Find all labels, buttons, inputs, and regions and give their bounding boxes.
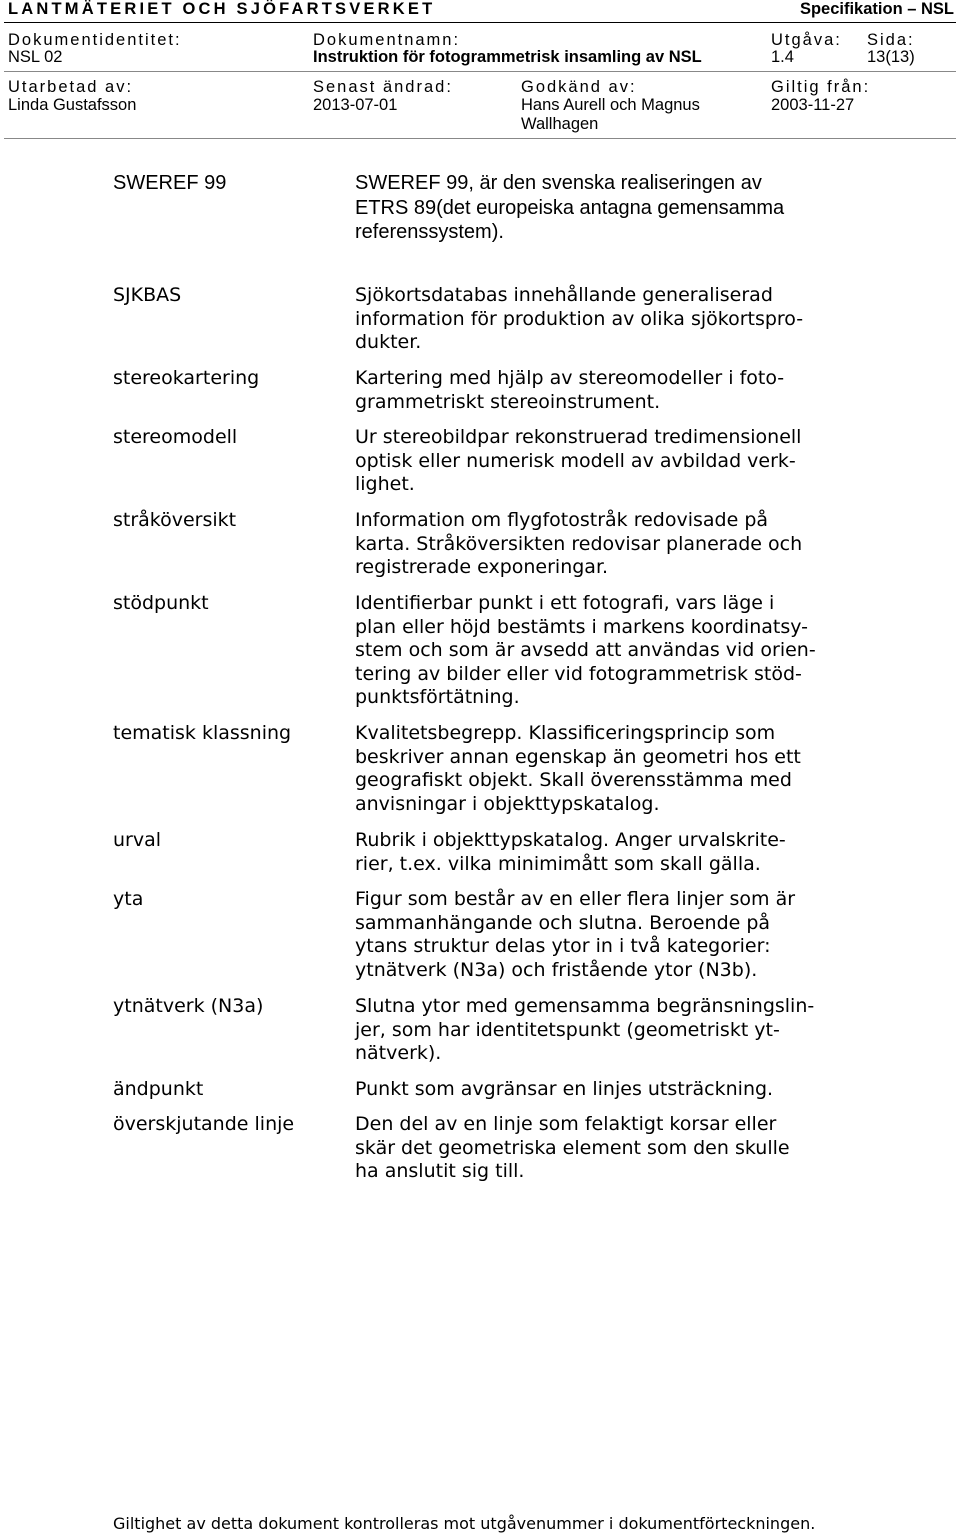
header-rule-middle	[4, 71, 956, 72]
dok-id-label: Dokumentidentitet:	[8, 31, 182, 49]
glossary-definition: Den del av en linje som felaktigt korsar eller skär det geometriska element som den skulle ha anslutit sig till.	[355, 1113, 790, 1182]
glossary-term: SJKBAS	[113, 284, 182, 306]
glossary-definition: Sjökortsdatabas innehållande generaliserad information för produktion av olika sjökortspro- dukter.	[355, 284, 804, 353]
glossary-definition: Identifierbar punkt i ett fotografi, vars läge i plan eller höjd bestämts i markens koordinatsy- stem och som är avsedd att användas vid orien- tering av bilder eller vid fotogrammetrisk stöd- punktsförtätning.	[355, 592, 816, 708]
glossary-term: stereomodell	[113, 426, 238, 448]
header-rule-bottom	[4, 138, 956, 139]
glossary-definition: Information om flygfotostråk redovisade på karta. Stråköversikten redovisar planerade och registrerade exponeringar.	[355, 509, 803, 578]
glossary-definition: Punkt som avgränsar en linjes utsträckning.	[355, 1078, 774, 1100]
godkand-label: Godkänd av:	[521, 78, 637, 96]
glossary-definition: Kvalitetsbegrepp. Klassificeringsprincip som beskriver annan egenskap än geometri hos ett geografiskt objekt. Skall överensstämma med anvisningar i objekttypskatalog.	[355, 722, 801, 815]
glossary-term: ändpunkt	[113, 1078, 204, 1100]
utarbetad-value: Linda Gustafsson	[8, 96, 137, 114]
glossary-term: tematisk klassning	[113, 722, 292, 744]
sida-label: Sida:	[867, 31, 915, 49]
header-rule-top	[4, 22, 956, 23]
andrad-value: 2013-07-01	[313, 96, 398, 114]
glossary-term: yta	[113, 888, 144, 910]
glossary-term: ytnätverk (N3a)	[113, 995, 264, 1017]
glossary-term: överskjutande linje	[113, 1113, 295, 1135]
godkand-value-line1: Hans Aurell och Magnus	[521, 96, 700, 114]
glossary-term: stråköversikt	[113, 509, 237, 531]
utarbetad-label: Utarbetad av:	[8, 78, 134, 96]
giltig-value: 2003-11-27	[771, 96, 855, 114]
sida-value: 13(13)	[867, 48, 915, 66]
glossary-definition: Rubrik i objekttypskatalog. Anger urvalskrite- rier, t.ex. vilka minimimått som skall gälla.	[355, 829, 786, 875]
glossary-definition: Kartering med hjälp av stereomodeller i foto- grammetriskt stereoinstrument.	[355, 367, 785, 413]
glossary-definition: Figur som består av en eller flera linjer som är sammanhängande och slutna. Beroende på ytans struktur delas ytor in i två kategorier: ytnätverk (N3a) och fristående ytor (N3b).	[355, 888, 796, 981]
utgava-value: 1.4	[771, 48, 794, 66]
glossary-term: urval	[113, 829, 162, 851]
glossary-definition: Ur stereobildpar rekonstruerad tredimensionell optisk eller numerisk modell av avbildad verk- lighet.	[355, 426, 802, 495]
giltig-label: Giltig från:	[771, 78, 871, 96]
glossary-definition: SWEREF 99, är den svenska realiseringen av ETRS 89(det europeiska antagna gemensamma referenssystem).	[355, 172, 785, 243]
godkand-value-line2: Wallhagen	[521, 115, 599, 133]
glossary-term: stödpunkt	[113, 592, 209, 614]
organisation-title: LANTMÄTERIET OCH SJÖFARTSVERKET	[8, 0, 436, 18]
specification-title: Specifikation – NSL	[799, 0, 954, 18]
glossary-term: stereokartering	[113, 367, 260, 389]
glossary-definition: Slutna ytor med gemensamma begränsningslin- jer, som har identitetspunkt (geometriskt yt- nätverk).	[355, 995, 815, 1064]
page-footer: Giltighet av detta dokument kontrolleras mot utgåvenummer i dokumentförteckningen.	[113, 1514, 816, 1533]
utgava-label: Utgåva:	[771, 31, 842, 49]
dok-id-value: NSL 02	[8, 48, 63, 66]
dok-namn-value: Instruktion för fotogrammetrisk insamling av NSL	[313, 48, 702, 66]
glossary-term: SWEREF 99	[113, 172, 227, 194]
andrad-label: Senast ändrad:	[313, 78, 453, 96]
dok-namn-label: Dokumentnamn:	[313, 31, 461, 49]
